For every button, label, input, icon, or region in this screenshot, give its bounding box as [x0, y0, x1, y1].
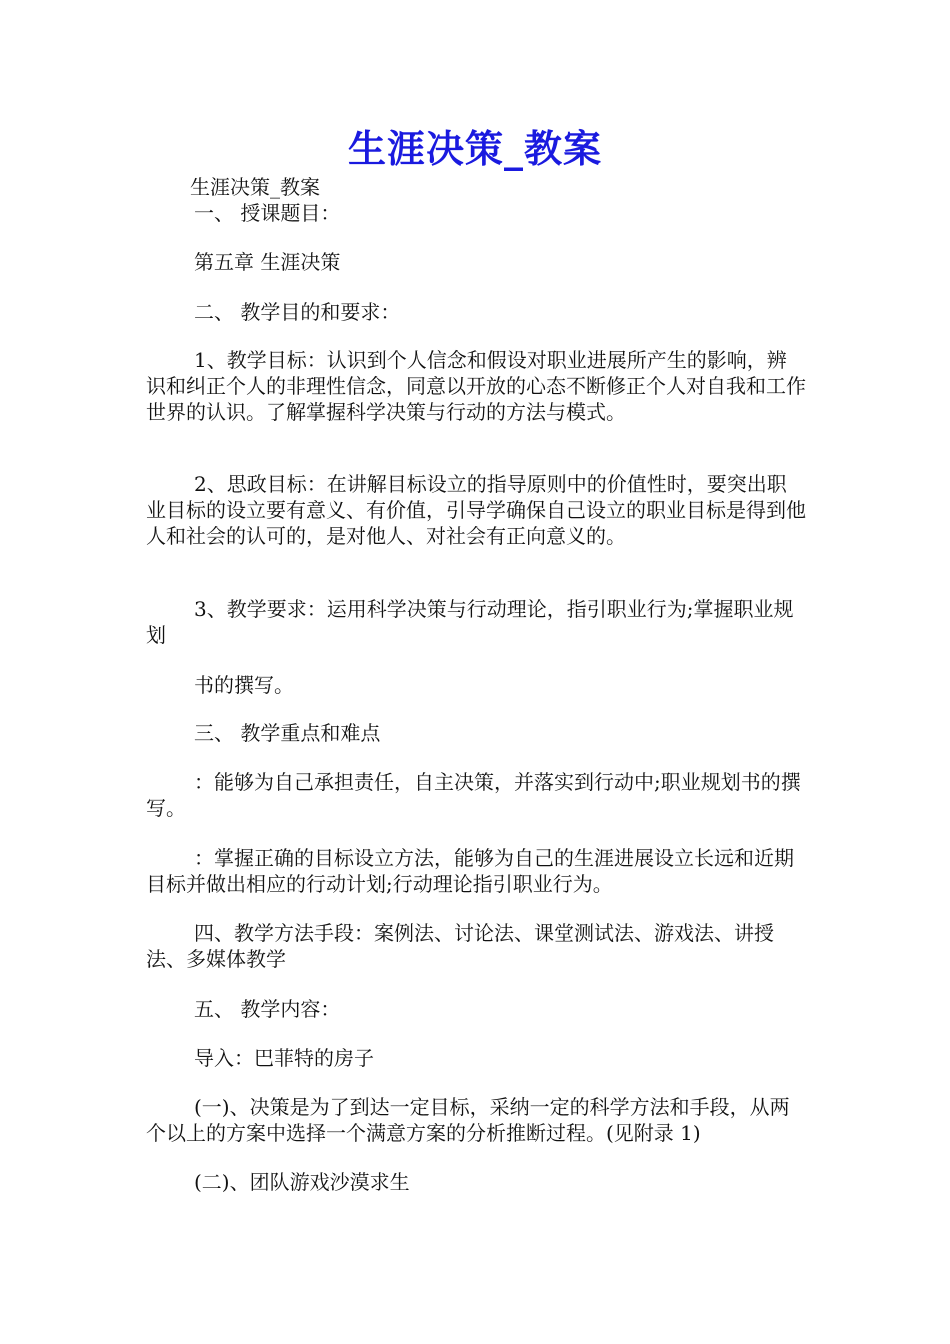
paragraph-10: ：掌握正确的目标设立方法，能够为自己的生涯进展设立长远和近期目标并做出相应的行动计划;行动理论指引职业行为。 [146, 846, 794, 896]
paragraph-8: 三、 教学重点和难点 [194, 721, 381, 745]
paragraph-6: 3、教学要求：运用科学决策与行动理论，指引职业行为;掌握职业规划 [146, 597, 794, 647]
document-subtitle: 生涯决策_教案 [190, 175, 320, 199]
paragraph-7: 书的撰写。 [194, 673, 294, 697]
paragraph-3: 二、 教学目的和要求： [194, 300, 401, 324]
paragraph-12: 五、 教学内容： [194, 997, 341, 1021]
paragraph-5: 2、思政目标：在讲解目标设立的指导原则中的价值性时，要突出职业目标的设立要有意义、有价值，引导学确保自己设立的职业目标是得到他人和社会的认可的，是对他人、对社会有正向意义的。 [146, 472, 806, 548]
paragraph-13: 导入：巴菲特的房子 [194, 1046, 374, 1070]
paragraph-14: (一)、决策是为了到达一定目标，采纳一定的科学方法和手段，从两个以上的方案中选择一个满意方案的分析推断过程。(见附录 1) [146, 1095, 790, 1145]
paragraph-9: ：能够为自己承担责任，自主决策，并落实到行动中;职业规划书的撰写。 [146, 770, 801, 820]
paragraph-15: (二)、团队游戏沙漠求生 [194, 1170, 410, 1194]
document-title: 生涯决策_教案 [347, 126, 602, 171]
paragraph-2: 第五章 生涯决策 [194, 250, 341, 274]
paragraph-4: 1、教学目标：认识到个人信念和假设对职业进展所产生的影响，辨识和纠正个人的非理性信念，同意以开放的心态不断修正个人对自我和工作世界的认识。了解掌握科学决策与行动的方法与模式。 [146, 348, 806, 424]
paragraph-1: 一、 授课题目： [194, 201, 341, 225]
paragraph-11: 四、教学方法手段：案例法、讨论法、课堂测试法、游戏法、讲授法、多媒体教学 [146, 921, 774, 971]
